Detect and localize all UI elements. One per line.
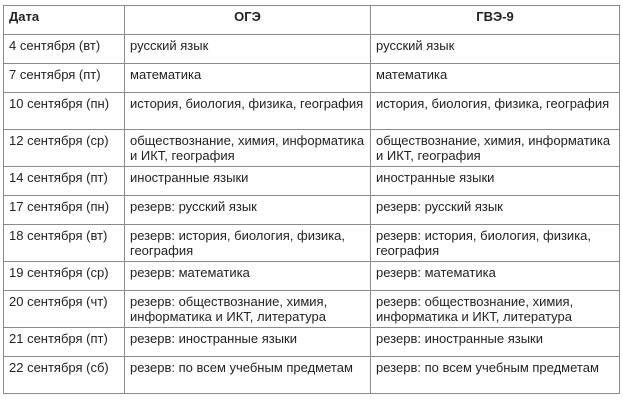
cell-oge: резерв: история, биология, физика, география — [125, 225, 371, 262]
table-row — [4, 93, 620, 130]
cell-gve: резерв: русский язык — [371, 196, 620, 225]
cell-oge: русский язык — [125, 35, 371, 64]
table-row — [4, 328, 620, 357]
cell-date: 22 сентября (сб) — [4, 357, 125, 394]
table-header-row — [4, 6, 620, 35]
cell-oge: резерв: русский язык — [125, 196, 371, 225]
cell-oge: резерв: по всем учебным предметам — [125, 357, 371, 394]
header-gve: ГВЭ-9 — [371, 6, 620, 35]
cell-date: 18 сентября (вт) — [4, 225, 125, 262]
header-oge: ОГЭ — [125, 6, 371, 35]
table-row — [4, 196, 620, 225]
cell-oge: обществознание, химия, информатика и ИКТ, география — [125, 130, 371, 167]
cell-oge: математика — [125, 64, 371, 93]
table-body — [4, 35, 620, 394]
cell-gve: резерв: по всем учебным предметам — [371, 357, 620, 394]
table-row — [4, 35, 620, 64]
cell-gve: обществознание, химия, информатика и ИКТ, география — [371, 130, 620, 167]
table-row — [4, 262, 620, 291]
header-date: Дата — [4, 6, 125, 35]
table-row — [4, 130, 620, 167]
table-row — [4, 225, 620, 262]
exam-schedule-table — [3, 5, 620, 394]
table-row — [4, 167, 620, 196]
cell-date: 10 сентября (пн) — [4, 93, 125, 130]
cell-date: 4 сентября (вт) — [4, 35, 125, 64]
cell-date: 21 сентября (пт) — [4, 328, 125, 357]
cell-gve: история, биология, физика, география — [371, 93, 620, 130]
cell-gve: русский язык — [371, 35, 620, 64]
cell-date: 12 сентября (ср) — [4, 130, 125, 167]
cell-gve: резерв: иностранные языки — [371, 328, 620, 357]
cell-gve: резерв: история, биология, физика, география — [371, 225, 620, 262]
cell-gve: резерв: обществознание, химия, информатика и ИКТ, литература — [371, 291, 620, 328]
table-row — [4, 291, 620, 328]
cell-date: 7 сентября (пт) — [4, 64, 125, 93]
cell-date: 19 сентября (ср) — [4, 262, 125, 291]
table-row — [4, 64, 620, 93]
cell-date: 20 сентября (чт) — [4, 291, 125, 328]
cell-gve: иностранные языки — [371, 167, 620, 196]
cell-oge: резерв: иностранные языки — [125, 328, 371, 357]
cell-gve: резерв: математика — [371, 262, 620, 291]
cell-oge: резерв: математика — [125, 262, 371, 291]
cell-oge: иностранные языки — [125, 167, 371, 196]
cell-gve: математика — [371, 64, 620, 93]
cell-oge: резерв: обществознание, химия, информатика и ИКТ, литература — [125, 291, 371, 328]
cell-date: 17 сентября (пн) — [4, 196, 125, 225]
table-row — [4, 357, 620, 394]
cell-date: 14 сентября (пт) — [4, 167, 125, 196]
cell-oge: история, биология, физика, география — [125, 93, 371, 130]
